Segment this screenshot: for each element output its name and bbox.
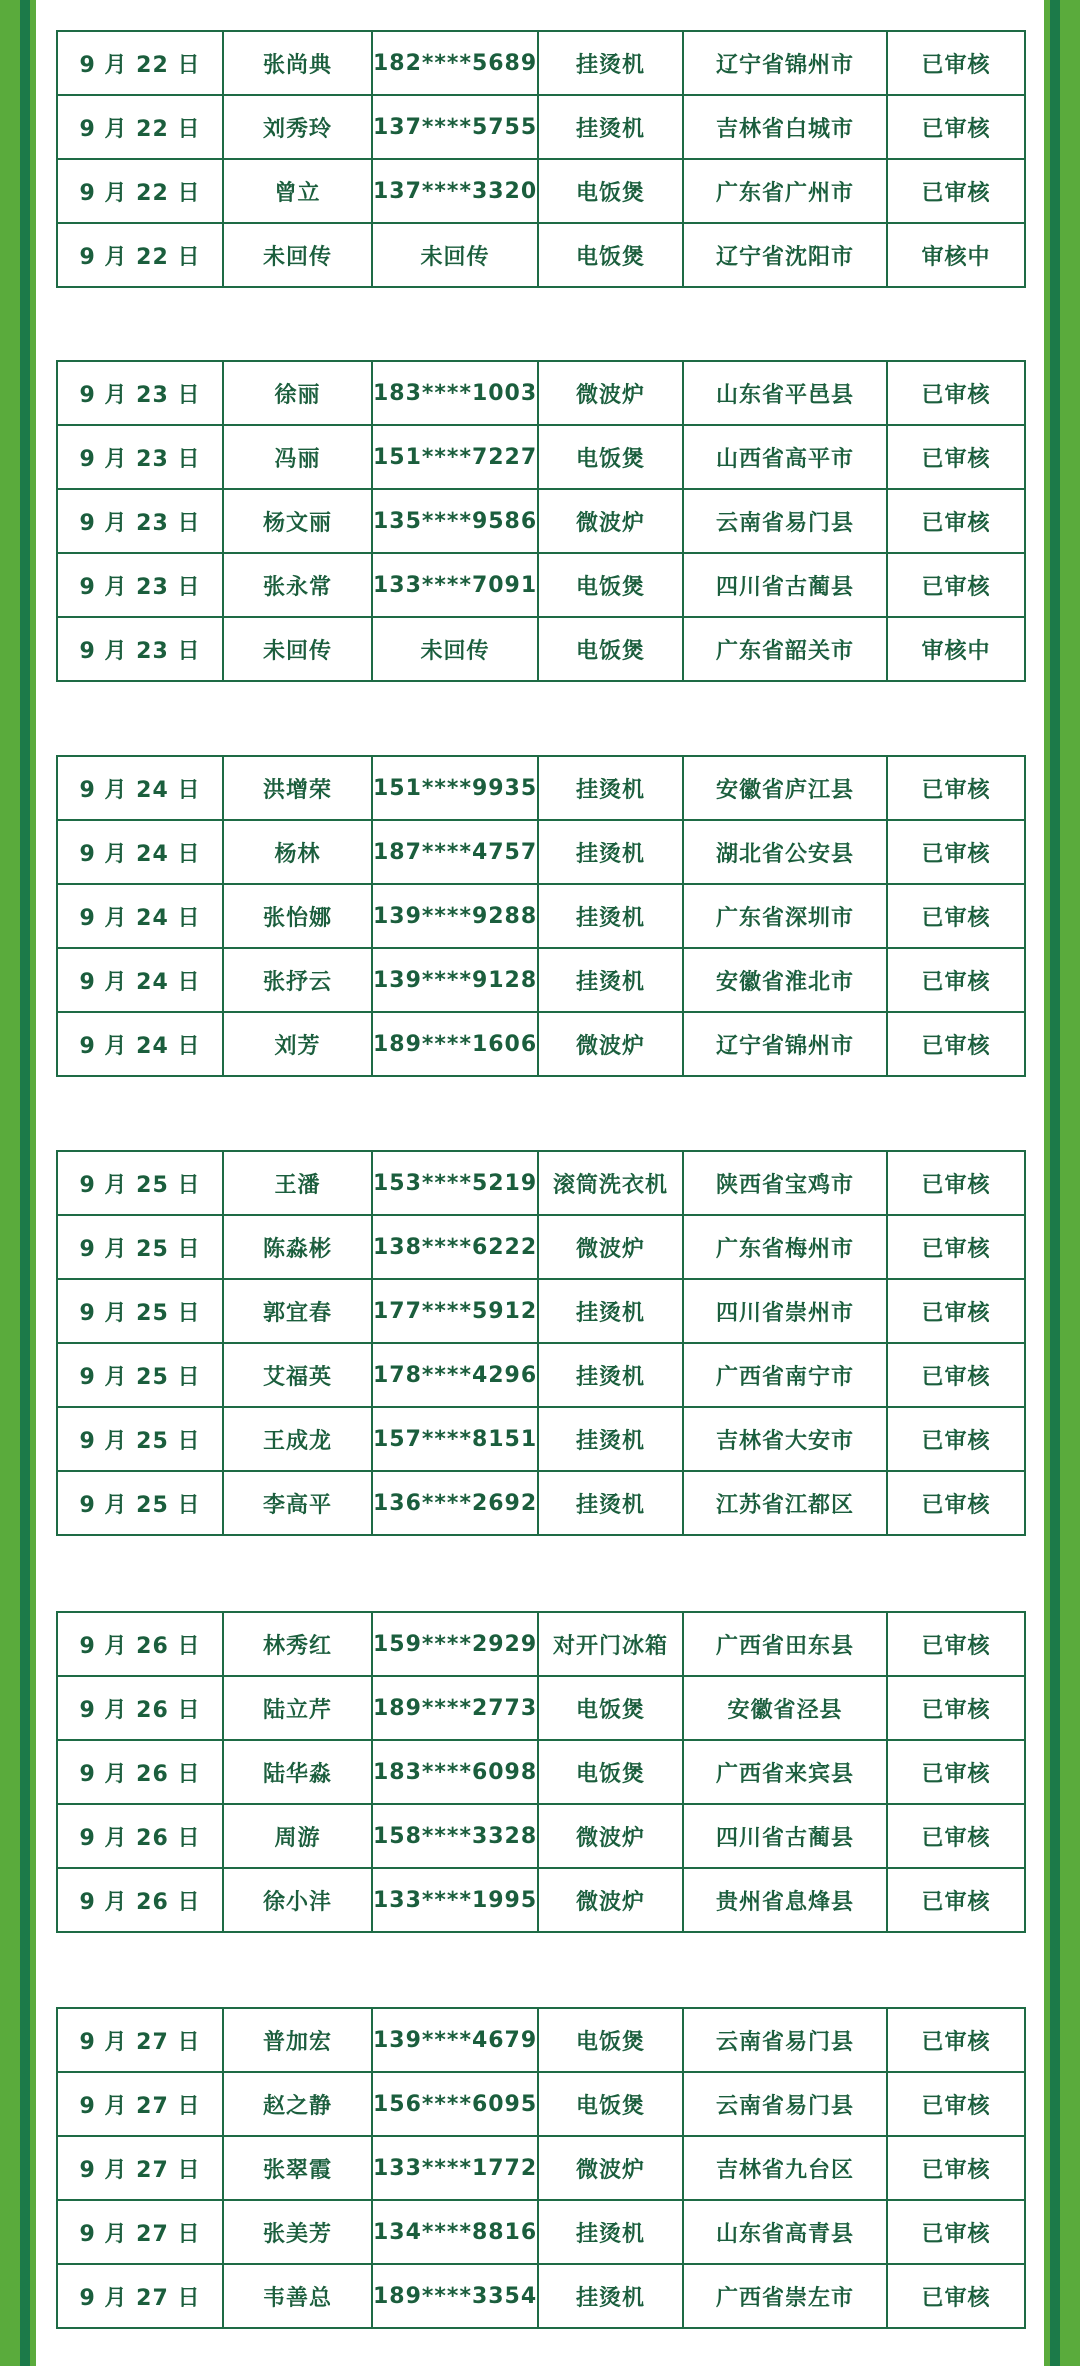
product-cell: 挂烫机 xyxy=(538,1471,683,1535)
table-row xyxy=(57,1868,1025,1932)
phone-cell: 158****3328 xyxy=(372,1804,538,1868)
date-cell: 9 月 24 日 xyxy=(57,820,223,884)
product-cell: 挂烫机 xyxy=(538,2200,683,2264)
name-cell: 杨文丽 xyxy=(223,489,372,553)
table-row xyxy=(57,425,1025,489)
phone-cell: 156****6095 xyxy=(372,2072,538,2136)
content-panel xyxy=(36,0,1044,2366)
phone-cell: 138****6222 xyxy=(372,1215,538,1279)
product-cell: 滚筒洗衣机 xyxy=(538,1151,683,1215)
table-row xyxy=(57,2008,1025,2072)
phone-cell: 183****6098 xyxy=(372,1740,538,1804)
phone-cell: 151****9935 xyxy=(372,756,538,820)
date-cell: 9 月 22 日 xyxy=(57,159,223,223)
table-row xyxy=(57,159,1025,223)
phone-cell: 133****7091 xyxy=(372,553,538,617)
status-cell: 已审核 xyxy=(887,1471,1025,1535)
status-cell: 已审核 xyxy=(887,1151,1025,1215)
phone-cell: 157****8151 xyxy=(372,1407,538,1471)
region-cell: 广西省来宾县 xyxy=(683,1740,887,1804)
product-cell: 挂烫机 xyxy=(538,820,683,884)
name-cell: 张抒云 xyxy=(223,948,372,1012)
product-cell: 电饭煲 xyxy=(538,2008,683,2072)
phone-cell: 151****7227 xyxy=(372,425,538,489)
region-cell: 广东省梅州市 xyxy=(683,1215,887,1279)
status-cell: 已审核 xyxy=(887,1343,1025,1407)
date-cell: 9 月 23 日 xyxy=(57,425,223,489)
status-cell: 已审核 xyxy=(887,1740,1025,1804)
region-cell: 贵州省息烽县 xyxy=(683,1868,887,1932)
table-row xyxy=(57,820,1025,884)
name-cell: 赵之静 xyxy=(223,2072,372,2136)
date-cell: 9 月 24 日 xyxy=(57,948,223,1012)
product-cell: 挂烫机 xyxy=(538,948,683,1012)
name-cell: 陆华淼 xyxy=(223,1740,372,1804)
region-cell: 湖北省公安县 xyxy=(683,820,887,884)
date-cell: 9 月 27 日 xyxy=(57,2008,223,2072)
region-cell: 广西省崇左市 xyxy=(683,2264,887,2328)
table-row xyxy=(57,223,1025,287)
status-cell: 审核中 xyxy=(887,617,1025,681)
region-cell: 广东省韶关市 xyxy=(683,617,887,681)
name-cell: 刘芳 xyxy=(223,1012,372,1076)
table-row xyxy=(57,553,1025,617)
region-cell: 四川省崇州市 xyxy=(683,1279,887,1343)
table-group-0926 xyxy=(56,1611,1026,1933)
table-row xyxy=(57,617,1025,681)
product-cell: 电饭煲 xyxy=(538,1740,683,1804)
date-cell: 9 月 26 日 xyxy=(57,1868,223,1932)
name-cell: 张永常 xyxy=(223,553,372,617)
region-cell: 四川省古蔺县 xyxy=(683,553,887,617)
phone-cell: 189****3354 xyxy=(372,2264,538,2328)
table-row xyxy=(57,1740,1025,1804)
status-cell: 已审核 xyxy=(887,2200,1025,2264)
name-cell: 张翠霞 xyxy=(223,2136,372,2200)
phone-cell: 未回传 xyxy=(372,617,538,681)
name-cell: 陆立芹 xyxy=(223,1676,372,1740)
table-row xyxy=(57,1471,1025,1535)
date-cell: 9 月 25 日 xyxy=(57,1471,223,1535)
table-group-0925 xyxy=(56,1150,1026,1536)
product-cell: 微波炉 xyxy=(538,489,683,553)
date-cell: 9 月 27 日 xyxy=(57,2136,223,2200)
phone-cell: 187****4757 xyxy=(372,820,538,884)
date-cell: 9 月 26 日 xyxy=(57,1612,223,1676)
frame-stripe-left xyxy=(20,0,30,2366)
date-cell: 9 月 22 日 xyxy=(57,223,223,287)
name-cell: 未回传 xyxy=(223,617,372,681)
status-cell: 已审核 xyxy=(887,159,1025,223)
table-row xyxy=(57,1804,1025,1868)
product-cell: 挂烫机 xyxy=(538,95,683,159)
date-cell: 9 月 25 日 xyxy=(57,1215,223,1279)
table-row xyxy=(57,361,1025,425)
name-cell: 普加宏 xyxy=(223,2008,372,2072)
product-cell: 挂烫机 xyxy=(538,884,683,948)
phone-cell: 189****1606 xyxy=(372,1012,538,1076)
phone-cell: 133****1772 xyxy=(372,2136,538,2200)
name-cell: 曾立 xyxy=(223,159,372,223)
phone-cell: 137****5755 xyxy=(372,95,538,159)
name-cell: 林秀红 xyxy=(223,1612,372,1676)
phone-cell: 183****1003 xyxy=(372,361,538,425)
product-cell: 电饭煲 xyxy=(538,2072,683,2136)
region-cell: 云南省易门县 xyxy=(683,2008,887,2072)
phone-cell: 189****2773 xyxy=(372,1676,538,1740)
phone-cell: 未回传 xyxy=(372,223,538,287)
name-cell: 郭宜春 xyxy=(223,1279,372,1343)
product-cell: 微波炉 xyxy=(538,1215,683,1279)
name-cell: 冯丽 xyxy=(223,425,372,489)
region-cell: 吉林省白城市 xyxy=(683,95,887,159)
status-cell: 已审核 xyxy=(887,1676,1025,1740)
product-cell: 电饭煲 xyxy=(538,1676,683,1740)
region-cell: 广东省深圳市 xyxy=(683,884,887,948)
date-cell: 9 月 24 日 xyxy=(57,756,223,820)
status-cell: 已审核 xyxy=(887,489,1025,553)
status-cell: 已审核 xyxy=(887,2264,1025,2328)
status-cell: 已审核 xyxy=(887,95,1025,159)
product-cell: 电饭煲 xyxy=(538,425,683,489)
date-cell: 9 月 23 日 xyxy=(57,489,223,553)
product-cell: 微波炉 xyxy=(538,1012,683,1076)
date-cell: 9 月 25 日 xyxy=(57,1343,223,1407)
phone-cell: 139****9288 xyxy=(372,884,538,948)
name-cell: 艾福英 xyxy=(223,1343,372,1407)
status-cell: 已审核 xyxy=(887,1012,1025,1076)
table-row xyxy=(57,1215,1025,1279)
status-cell: 已审核 xyxy=(887,2072,1025,2136)
date-cell: 9 月 26 日 xyxy=(57,1740,223,1804)
date-cell: 9 月 25 日 xyxy=(57,1279,223,1343)
product-cell: 挂烫机 xyxy=(538,2264,683,2328)
phone-cell: 136****2692 xyxy=(372,1471,538,1535)
date-cell: 9 月 27 日 xyxy=(57,2200,223,2264)
region-cell: 辽宁省沈阳市 xyxy=(683,223,887,287)
table-row xyxy=(57,2136,1025,2200)
table-row xyxy=(57,95,1025,159)
status-cell: 已审核 xyxy=(887,2008,1025,2072)
product-cell: 挂烫机 xyxy=(538,1279,683,1343)
table-row xyxy=(57,1343,1025,1407)
date-cell: 9 月 24 日 xyxy=(57,1012,223,1076)
product-cell: 电饭煲 xyxy=(538,617,683,681)
phone-cell: 135****9586 xyxy=(372,489,538,553)
product-cell: 对开门冰箱 xyxy=(538,1612,683,1676)
phone-cell: 159****2929 xyxy=(372,1612,538,1676)
product-cell: 微波炉 xyxy=(538,2136,683,2200)
frame-stripe-right xyxy=(1050,0,1060,2366)
status-cell: 已审核 xyxy=(887,1868,1025,1932)
phone-cell: 182****5689 xyxy=(372,31,538,95)
table-row xyxy=(57,1407,1025,1471)
status-cell: 已审核 xyxy=(887,1612,1025,1676)
status-cell: 已审核 xyxy=(887,948,1025,1012)
name-cell: 洪增荣 xyxy=(223,756,372,820)
name-cell: 韦善总 xyxy=(223,2264,372,2328)
name-cell: 刘秀玲 xyxy=(223,95,372,159)
phone-cell: 153****5219 xyxy=(372,1151,538,1215)
name-cell: 张尚典 xyxy=(223,31,372,95)
product-cell: 挂烫机 xyxy=(538,756,683,820)
name-cell: 李高平 xyxy=(223,1471,372,1535)
date-cell: 9 月 25 日 xyxy=(57,1151,223,1215)
region-cell: 云南省易门县 xyxy=(683,2072,887,2136)
table-row xyxy=(57,756,1025,820)
date-cell: 9 月 26 日 xyxy=(57,1676,223,1740)
phone-cell: 133****1995 xyxy=(372,1868,538,1932)
region-cell: 安徽省淮北市 xyxy=(683,948,887,1012)
status-cell: 已审核 xyxy=(887,1804,1025,1868)
region-cell: 吉林省九台区 xyxy=(683,2136,887,2200)
name-cell: 杨林 xyxy=(223,820,372,884)
status-cell: 已审核 xyxy=(887,553,1025,617)
region-cell: 陕西省宝鸡市 xyxy=(683,1151,887,1215)
date-cell: 9 月 23 日 xyxy=(57,617,223,681)
table-row xyxy=(57,489,1025,553)
region-cell: 山东省平邑县 xyxy=(683,361,887,425)
region-cell: 广西省南宁市 xyxy=(683,1343,887,1407)
table-group-0924 xyxy=(56,755,1026,1077)
table-group-0923 xyxy=(56,360,1026,682)
name-cell: 张美芳 xyxy=(223,2200,372,2264)
status-cell: 已审核 xyxy=(887,1407,1025,1471)
status-cell: 已审核 xyxy=(887,425,1025,489)
table-row xyxy=(57,948,1025,1012)
name-cell: 周游 xyxy=(223,1804,372,1868)
date-cell: 9 月 25 日 xyxy=(57,1407,223,1471)
date-cell: 9 月 26 日 xyxy=(57,1804,223,1868)
table-group-0922 xyxy=(56,30,1026,288)
region-cell: 广西省田东县 xyxy=(683,1612,887,1676)
date-cell: 9 月 23 日 xyxy=(57,361,223,425)
table-row xyxy=(57,31,1025,95)
product-cell: 电饭煲 xyxy=(538,159,683,223)
status-cell: 已审核 xyxy=(887,1215,1025,1279)
phone-cell: 178****4296 xyxy=(372,1343,538,1407)
name-cell: 未回传 xyxy=(223,223,372,287)
product-cell: 电饭煲 xyxy=(538,553,683,617)
region-cell: 辽宁省锦州市 xyxy=(683,1012,887,1076)
region-cell: 云南省易门县 xyxy=(683,489,887,553)
product-cell: 电饭煲 xyxy=(538,223,683,287)
date-cell: 9 月 24 日 xyxy=(57,884,223,948)
table-row xyxy=(57,1612,1025,1676)
name-cell: 张怡娜 xyxy=(223,884,372,948)
table-row xyxy=(57,1279,1025,1343)
table-row xyxy=(57,1676,1025,1740)
date-cell: 9 月 27 日 xyxy=(57,2072,223,2136)
name-cell: 王成龙 xyxy=(223,1407,372,1471)
name-cell: 王潘 xyxy=(223,1151,372,1215)
product-cell: 微波炉 xyxy=(538,1868,683,1932)
product-cell: 挂烫机 xyxy=(538,1407,683,1471)
product-cell: 挂烫机 xyxy=(538,1343,683,1407)
table-row xyxy=(57,2072,1025,2136)
table-row xyxy=(57,1012,1025,1076)
status-cell: 已审核 xyxy=(887,31,1025,95)
table-group-0927 xyxy=(56,2007,1026,2329)
status-cell: 已审核 xyxy=(887,756,1025,820)
phone-cell: 137****3320 xyxy=(372,159,538,223)
status-cell: 已审核 xyxy=(887,884,1025,948)
phone-cell: 134****8816 xyxy=(372,2200,538,2264)
phone-cell: 139****4679 xyxy=(372,2008,538,2072)
name-cell: 徐丽 xyxy=(223,361,372,425)
region-cell: 吉林省大安市 xyxy=(683,1407,887,1471)
region-cell: 辽宁省锦州市 xyxy=(683,31,887,95)
name-cell: 陈淼彬 xyxy=(223,1215,372,1279)
date-cell: 9 月 23 日 xyxy=(57,553,223,617)
table-row xyxy=(57,1151,1025,1215)
date-cell: 9 月 27 日 xyxy=(57,2264,223,2328)
status-cell: 已审核 xyxy=(887,1279,1025,1343)
status-cell: 已审核 xyxy=(887,2136,1025,2200)
table-row xyxy=(57,884,1025,948)
region-cell: 山东省高青县 xyxy=(683,2200,887,2264)
phone-cell: 139****9128 xyxy=(372,948,538,1012)
name-cell: 徐小沣 xyxy=(223,1868,372,1932)
status-cell: 已审核 xyxy=(887,820,1025,884)
product-cell: 微波炉 xyxy=(538,1804,683,1868)
region-cell: 广东省广州市 xyxy=(683,159,887,223)
table-row xyxy=(57,2264,1025,2328)
region-cell: 安徽省泾县 xyxy=(683,1676,887,1740)
table-row xyxy=(57,2200,1025,2264)
product-cell: 微波炉 xyxy=(538,361,683,425)
status-cell: 审核中 xyxy=(887,223,1025,287)
phone-cell: 177****5912 xyxy=(372,1279,538,1343)
region-cell: 安徽省庐江县 xyxy=(683,756,887,820)
date-cell: 9 月 22 日 xyxy=(57,95,223,159)
status-cell: 已审核 xyxy=(887,361,1025,425)
product-cell: 挂烫机 xyxy=(538,31,683,95)
region-cell: 四川省古蔺县 xyxy=(683,1804,887,1868)
date-cell: 9 月 22 日 xyxy=(57,31,223,95)
region-cell: 山西省高平市 xyxy=(683,425,887,489)
region-cell: 江苏省江都区 xyxy=(683,1471,887,1535)
